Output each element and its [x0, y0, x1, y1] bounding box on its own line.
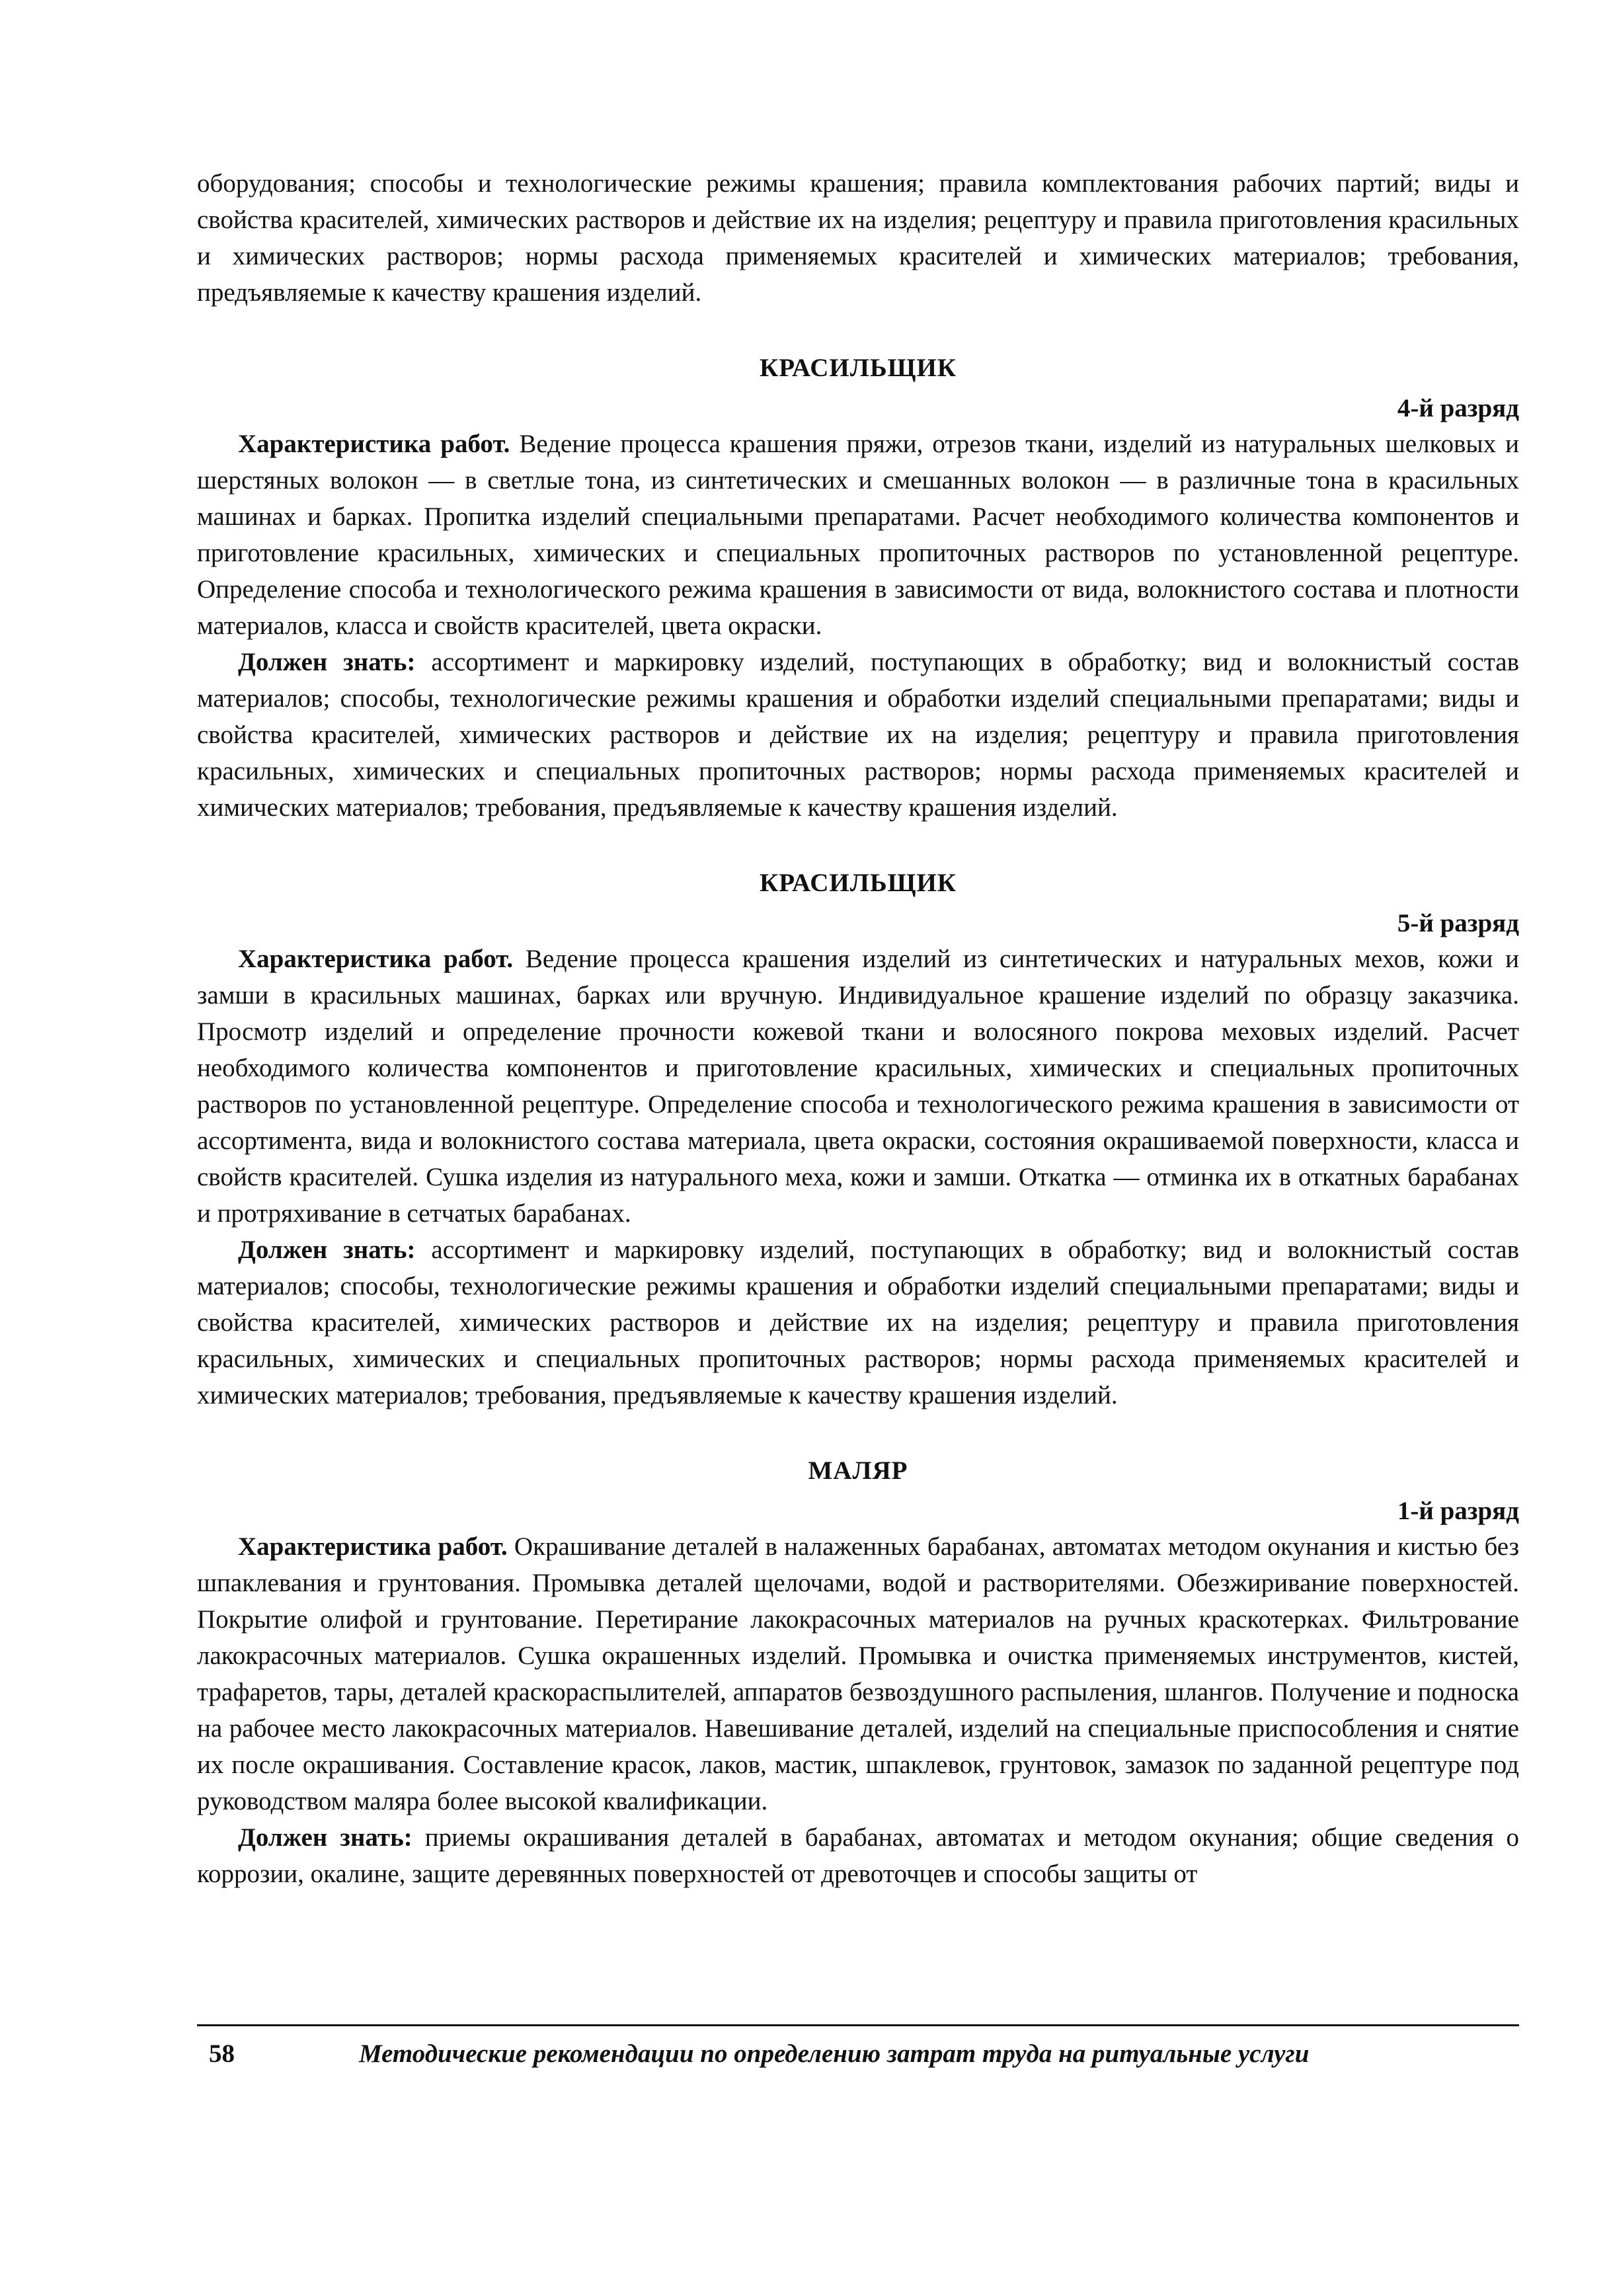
- required-knowledge-text: ассортимент и маркировку изделий, поступающих в обработку; вид и волокнистый состав материалов; способы, технологические режимы крашения и обработки изделий специальными препаратами; виды и свойства красителей, химических растворов и действие их на изделия; рецептуру и правила приготовления красильных, химических и специальных пропиточных растворов; нормы расхода применяемых красителей и химических материалов; требования, предъявляемые к качеству крашения изделий.: [197, 1236, 1519, 1409]
- work-characteristics-lead: Характеристика работ.: [238, 1532, 508, 1561]
- work-characteristics-lead: Характеристика работ.: [238, 945, 514, 973]
- work-characteristics-paragraph: [197, 426, 1519, 644]
- running-title: Методические рекомендации по определению затрат труда на ритуальные услуги: [359, 2039, 1310, 2068]
- section-dyer-grade-5: [197, 867, 1519, 1413]
- page-footer: [197, 2038, 1519, 2077]
- footer-divider: [197, 2024, 1519, 2026]
- work-characteristics-text: Окрашивание деталей в налаженных барабанах, автоматах методом окунания и кистью без шпаклевания и грунтования. Промывка деталей щелочами, водой и растворителями. Обезжиривание поверхностей. Покрытие олифой и грунтование. Перетирание лакокрасочных материалов на ручных краскотерках. Фильтрование лакокрасочных материалов. Сушка окрашенных изделий. Промывка и очистка применяемых инструментов, кистей, трафаретов, тары, деталей краскораспылителей, аппаратов безвоздушного распыления, шлангов. Получение и подноска на рабочее место лакокрасочных материалов. Навешивание деталей, изделий на специальные приспособления и снятие их после окрашивания. Составление красок, лаков, мастик, шпаклевок, грунтовок, замазок по заданной рецептуре под руководством маляра более высокой квалификации.: [197, 1532, 1519, 1815]
- required-knowledge-paragraph: [197, 1819, 1519, 1892]
- required-knowledge-paragraph: [197, 644, 1519, 826]
- page-number: 58: [209, 2039, 235, 2068]
- grade-label: 5-й разряд: [1397, 909, 1519, 937]
- work-characteristics-paragraph: [197, 1528, 1519, 1819]
- work-characteristics-lead: Характеристика работ.: [238, 430, 510, 458]
- intro-paragraph: оборудования; способы и технологические режимы крашения; правила комплектования рабочих партий; виды и свойства красителей, химических растворов и действие их на изделия; рецептуру и правила приготовления красильных и химических растворов; нормы расхода применяемых красителей и химических материалов; требования, предъявляемые к качеству крашения изделий.: [197, 169, 1519, 307]
- section-title: КРАСИЛЬЩИК: [759, 354, 957, 382]
- grade-label: 4-й разряд: [1397, 394, 1519, 422]
- section-title: МАЛЯР: [808, 1456, 908, 1485]
- work-characteristics-paragraph: [197, 941, 1519, 1232]
- required-knowledge-text: приемы окрашивания деталей в барабанах, автоматах и методом окунания; общие сведения о коррозии, окалине, защите деревянных поверхностей от древоточцев и способы защиты от: [197, 1823, 1519, 1888]
- required-knowledge-lead: Должен знать:: [238, 648, 416, 676]
- section-painter-dyer-grade-4: [197, 352, 1519, 826]
- section-title: КРАСИЛЬЩИК: [759, 869, 957, 897]
- work-characteristics-text: Ведение процесса крашения изделий из синтетических и натуральных мехов, кожи и замши в красильных машинах, барках или вручную. Индивидуальное крашение изделий по образцу заказчика. Просмотр изделий и определение прочности кожевой ткани и волосяного покрова меховых изделий. Расчет необходимого количества компонентов и приготовление красильных, химических и специальных пропиточных растворов по установленной рецептуре. Определение способа и технологического режима крашения в зависимости от ассортимента, вида и волокнистого состава материала, цвета окраски, состояния окрашиваемой поверхности, класса и свойств красителей. Сушка изделия из натурального меха, кожи и замши. Откатка — отминка их в откатных барабанах и протряхивание в сетчатых барабанах.: [197, 945, 1519, 1228]
- work-characteristics-text: Ведение процесса крашения пряжи, отрезов ткани, изделий из натуральных шелковых и шерстяных волокон — в светлые тона, из синтетических и смешанных волокон — в различные тона в красильных машинах и барках. Пропитка изделий специальными препаратами. Расчет необходимого количества компонентов и приготовление красильных, химических и специальных пропиточных растворов по установленной рецептуре. Определение способа и технологического режима крашения в зависимости от вида, волокнистого состава и плотности материалов, класса и свойств красителей, цвета окраски.: [197, 430, 1519, 640]
- section-painter-grade-1: [197, 1454, 1519, 1892]
- required-knowledge-lead: Должен знать:: [238, 1236, 416, 1264]
- required-knowledge-text: ассортимент и маркировку изделий, поступающих в обработку; вид и волокнистый состав материалов; способы, технологические режимы крашения и обработки изделий специальными препаратами; виды и свойства красителей, химических растворов и действие их на изделия; рецептуру и правила приготовления красильных, химических и специальных пропиточных растворов; нормы расхода применяемых красителей и химических материалов; требования, предъявляемые к качеству крашения изделий.: [197, 648, 1519, 822]
- page-content: [197, 165, 1519, 1892]
- required-knowledge-paragraph: [197, 1232, 1519, 1413]
- required-knowledge-lead: Должен знать:: [238, 1823, 412, 1852]
- grade-label: 1-й разряд: [1397, 1497, 1519, 1525]
